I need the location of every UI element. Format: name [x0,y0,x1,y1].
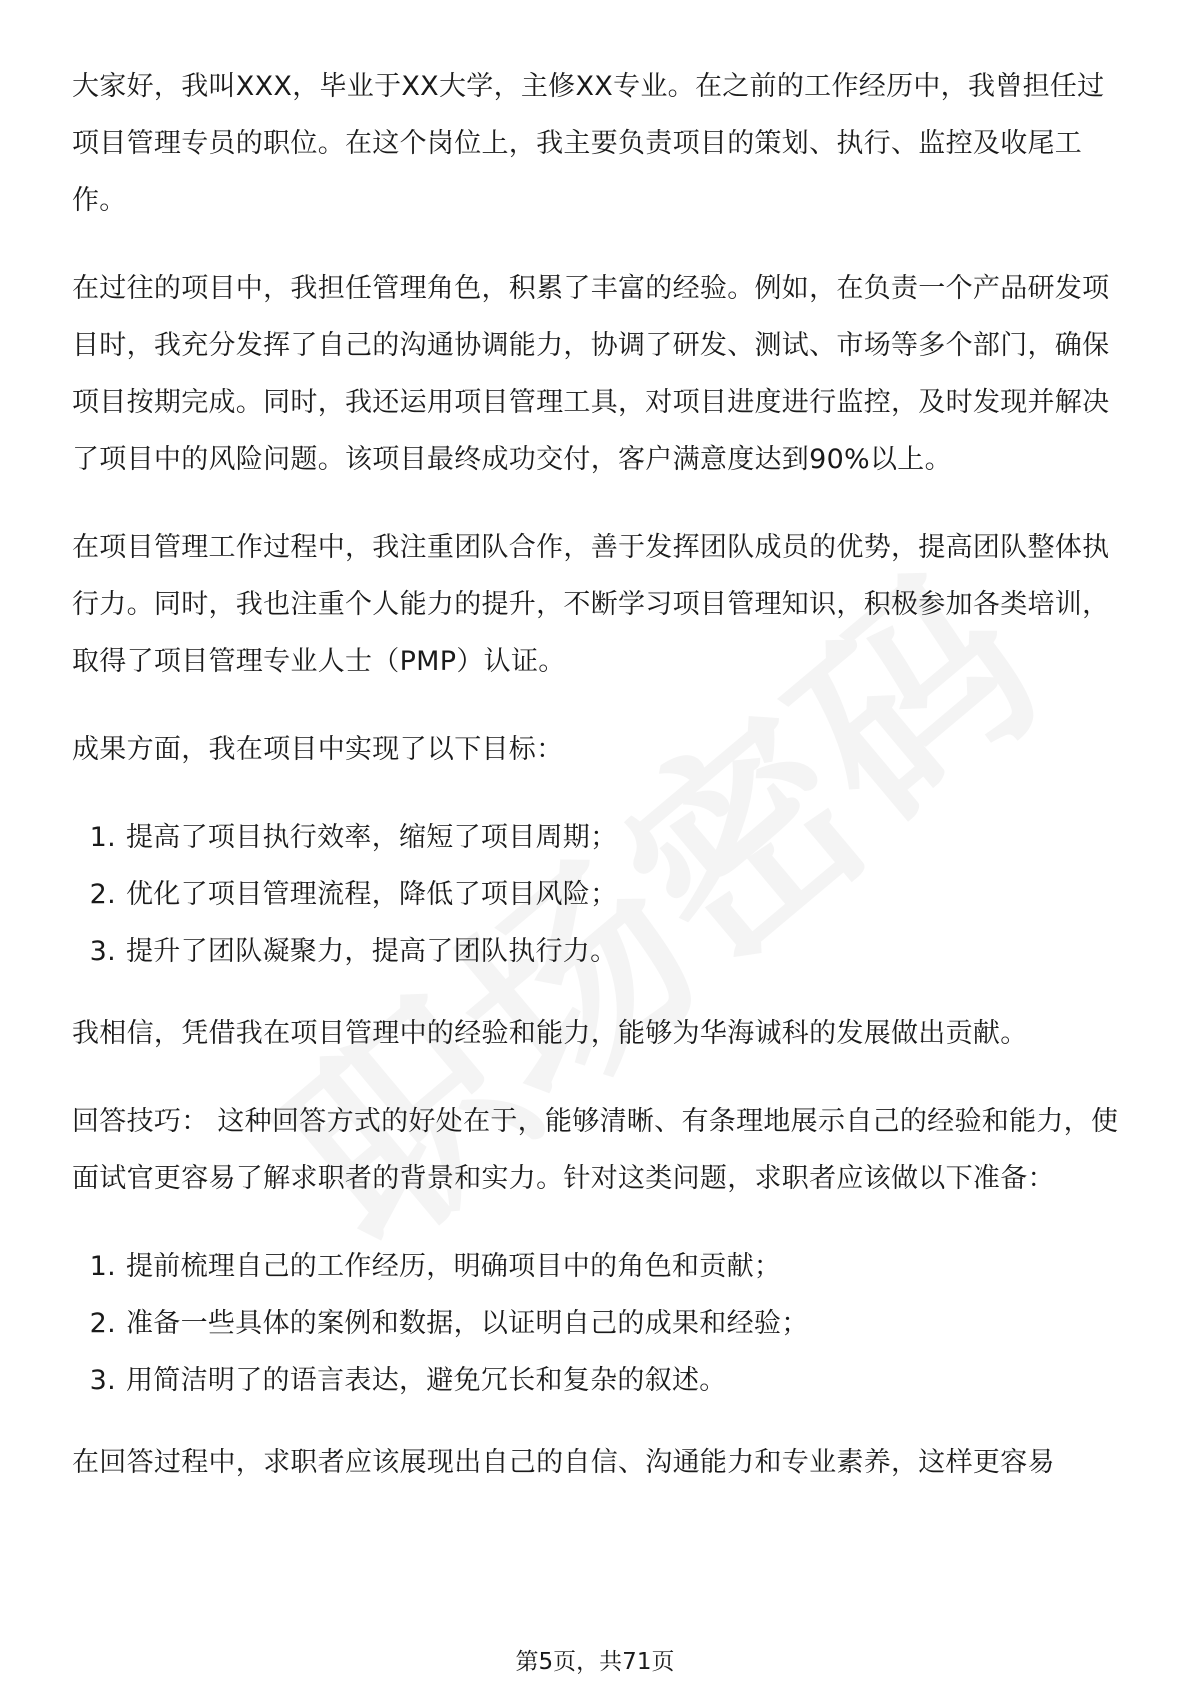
document-body [72,58,1120,1522]
list-item [72,866,1120,923]
list-number: 2. [89,1308,116,1339]
preparation-list [72,1238,1120,1409]
paragraph-belief: 我相信，凭借我在项目管理中的经验和能力，能够为华海诚科的发展做出贡献。 [72,1018,1028,1049]
list-text: 用简洁明了的语言表达，避免冗长和复杂的叙述。 [126,1365,727,1396]
list-number: 3. [89,936,116,967]
list-number: 1. [89,1251,116,1282]
list-item [72,1238,1120,1295]
list-number: 3. [89,1365,116,1396]
paragraph-achievements-intro: 成果方面，我在项目中实现了以下目标： [72,734,564,765]
list-item [72,923,1120,980]
achievements-list [72,809,1120,980]
paragraph-answer-tips: 回答技巧： 这种回答方式的好处在于，能够清晰、有条理地展示自己的经验和能力，使面试官更容易了解求职者的背景和实力。针对这类问题，求职者应该做以下准备： [72,1106,1119,1194]
list-text: 提高了项目执行效率，缩短了项目周期； [126,822,618,853]
list-number: 1. [89,822,116,853]
list-text: 提升了团队凝聚力，提高了团队执行力。 [126,936,618,967]
page-number: 第5页，共71页 [515,1649,675,1675]
paragraph-experience: 在过往的项目中，我担任管理角色，积累了丰富的经验。例如，在负责一个产品研发项目时，我充分发挥了自己的沟通协调能力，协调了研发、测试、市场等多个部门，确保项目按期完成。同时，我还运用项目管理工具，对项目进度进行监控，及时发现并解决了项目中的风险问题。该项目最终成功交付，客户满意度达到90%以上。 [72,273,1110,475]
paragraph-closing: 在回答过程中，求职者应该展现出自己的自信、沟通能力和专业素养，这样更容易 [72,1447,1055,1478]
paragraph-intro: 大家好，我叫XXX，毕业于XX大学，主修XX专业。在之前的工作经历中，我曾担任过项目管理专员的职位。在这个岗位上，我主要负责项目的策划、执行、监控及收尾工作。 [72,71,1105,216]
list-text: 优化了项目管理流程，降低了项目风险； [126,879,618,910]
list-text: 准备一些具体的案例和数据，以证明自己的成果和经验； [126,1308,809,1339]
list-item [72,1352,1120,1409]
list-item [72,1295,1120,1352]
list-item [72,809,1120,866]
list-text: 提前梳理自己的工作经历，明确项目中的角色和贡献； [126,1251,782,1282]
list-number: 2. [89,879,116,910]
paragraph-teamwork: 在项目管理工作过程中，我注重团队合作，善于发挥团队成员的优势，提高团队整体执行力。同时，我也注重个人能力的提升，不断学习项目管理知识，积极参加各类培训，取得了项目管理专业人士（PMP）认证。 [72,532,1110,677]
